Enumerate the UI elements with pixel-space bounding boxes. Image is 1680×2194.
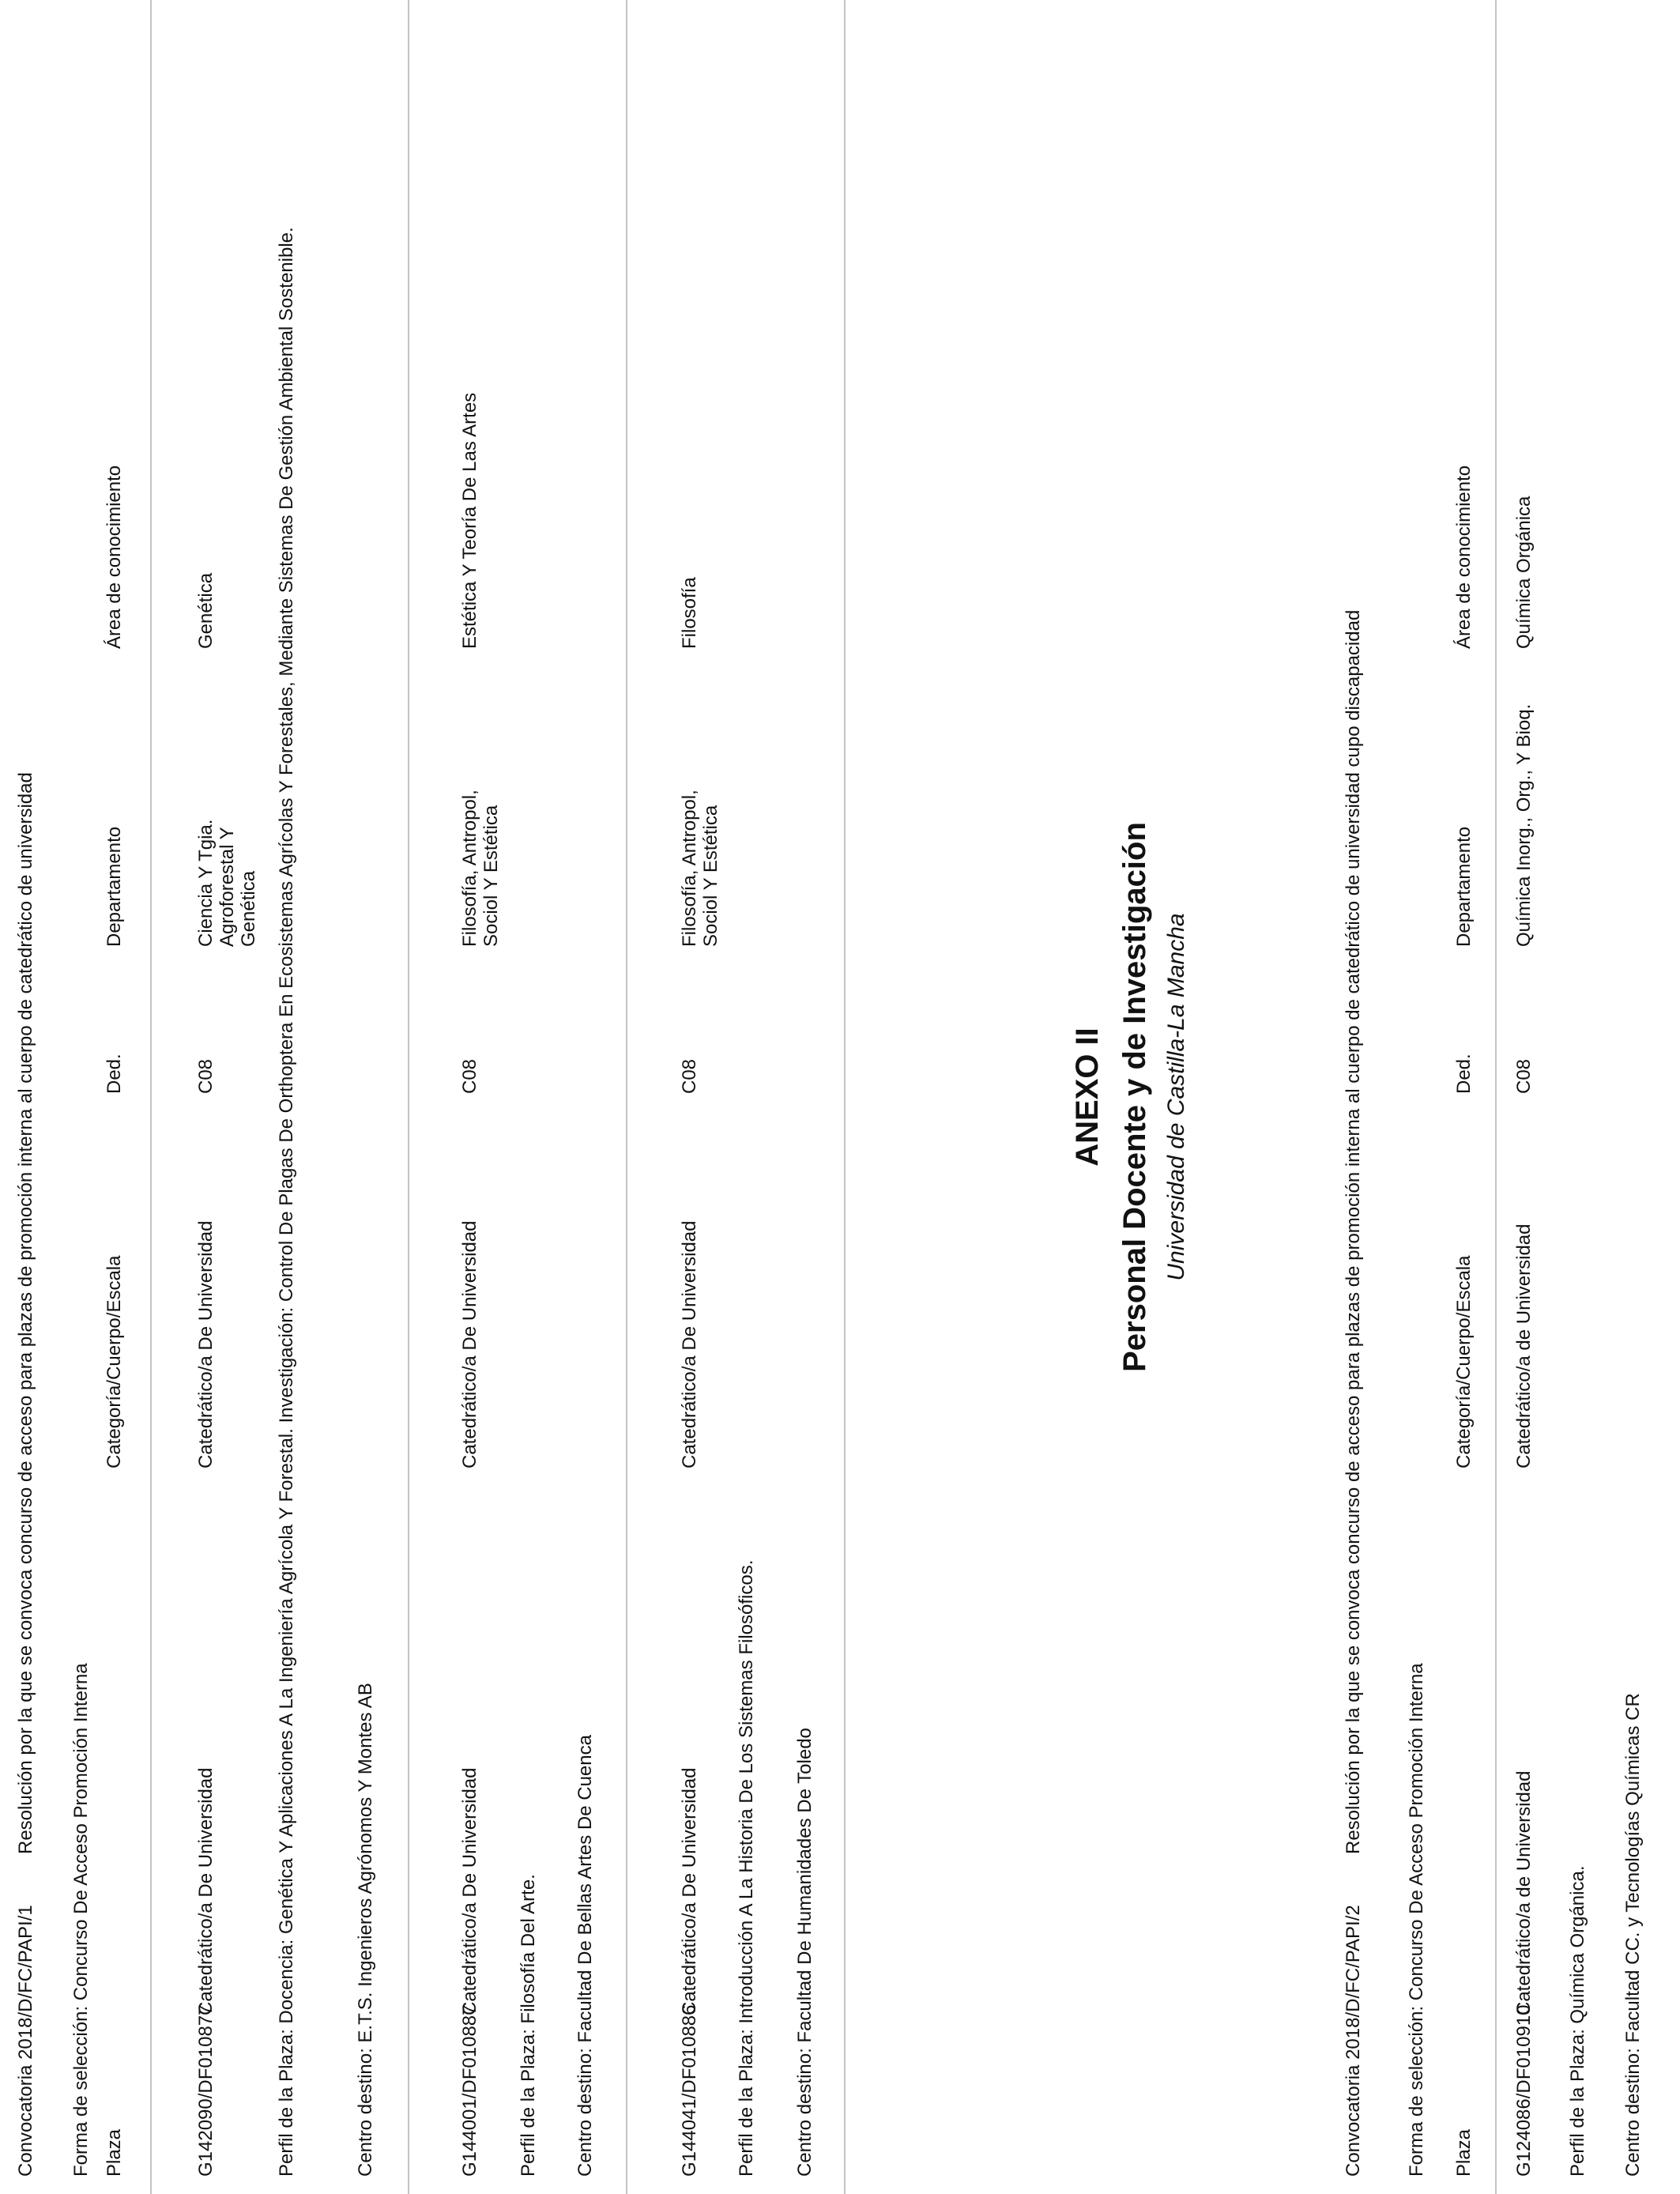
perfil-plaza: Perfil de la Plaza: Introducción A La Historia De Los Sistemas Filosóficos. xyxy=(736,1559,757,2177)
col-header-departamento: Departamento xyxy=(1453,826,1475,947)
plaza-code: G144041/DF010886 xyxy=(679,2004,700,2177)
divider xyxy=(408,0,409,2194)
divider xyxy=(150,0,152,2194)
centro-destino: Centro destino: Facultad De Bellas Artes De Cuenca xyxy=(574,1735,596,2177)
centro-destino: Centro destino: Facultad CC. y Tecnologías Químicas CR xyxy=(1622,1693,1644,2177)
dedicacion: C08 xyxy=(679,1058,700,1094)
perfil-plaza: Perfil de la Plaza: Docencia: Genética Y Aplicaciones A La Ingeniería Agrícola Y Forestal. Investigación: Control De Plagas De Orthoptera En Ecosistemas Agrícolas Y Forestales, Mediante Sistemas De Gestión Ambiental Sostenible. xyxy=(276,227,297,2177)
col-header-area: Área de conocimiento xyxy=(1453,465,1475,649)
dedicacion: C08 xyxy=(1513,1058,1535,1094)
convocatoria-1-code: Convocatoria 2018/D/FC/PAPI/1 xyxy=(15,1905,36,2177)
divider xyxy=(844,0,846,2194)
centro-destino: Centro destino: E.T.S. Ingenieros Agrónomos Y Montes AB xyxy=(355,1683,376,2177)
col-header-plaza: Plaza xyxy=(1453,2128,1475,2177)
area-conocimiento: Filosofía xyxy=(679,577,700,649)
plaza-code: G124086/DF010910 xyxy=(1513,2004,1535,2177)
col-header-departamento: Departamento xyxy=(104,826,125,947)
convocatoria-2-selection: Forma de selección: Concurso De Acceso Promoción Interna xyxy=(1406,1663,1427,2177)
categoria-cuerpo-escala: Catedrático/a de Universidad xyxy=(1513,1223,1535,1468)
categoria-cuerpo-escala: Catedrático/a De Universidad xyxy=(195,1220,217,1468)
categoria-left: Catedrático/a de Universidad xyxy=(1513,1770,1535,2015)
col-header-categoria: Categoría/Cuerpo/Escala xyxy=(104,1255,125,1468)
centro-destino: Centro destino: Facultad De Humanidades De Toledo xyxy=(794,1728,816,2177)
col-header-plaza: Plaza xyxy=(104,2128,125,2177)
perfil-plaza: Perfil de la Plaza: Química Orgánica. xyxy=(1567,1865,1588,2177)
dedicacion: C08 xyxy=(195,1058,217,1094)
categoria-cuerpo-escala: Catedrático/a De Universidad xyxy=(459,1220,480,1468)
area-conocimiento: Química Orgánica xyxy=(1513,496,1535,649)
col-header-categoria: Categoría/Cuerpo/Escala xyxy=(1453,1255,1475,1468)
col-header-ded: Ded. xyxy=(1453,1054,1475,1094)
divider xyxy=(1495,0,1497,2194)
convocatoria-2-title: Resolución por la que se convoca concurso de acceso para plazas de promoción interna al cuerpo de catedrático de universidad cupo discapacidad xyxy=(1343,609,1364,1854)
area-conocimiento: Genética xyxy=(195,572,217,649)
annex-subtitle: Personal Docente y de Investigación xyxy=(1117,822,1152,1372)
departamento: Filosofía, Antropol, Sociol Y Estética xyxy=(679,790,721,947)
categoria-left: Catedrático/a De Universidad xyxy=(679,1767,700,2015)
perfil-plaza: Perfil de la Plaza: Filosofía Del Arte. xyxy=(518,1874,539,2177)
plaza-code: G142090/DF010877 xyxy=(195,2004,217,2177)
categoria-left: Catedrático/a De Universidad xyxy=(459,1767,480,2015)
convocatoria-2-code: Convocatoria 2018/D/FC/PAPI/2 xyxy=(1343,1905,1364,2177)
annex-university: Universidad de Castilla-La Mancha xyxy=(1163,913,1189,1281)
categoria-cuerpo-escala: Catedrático/a De Universidad xyxy=(679,1220,700,1468)
departamento: Ciencia Y Tgia. Agroforestal Y Genética xyxy=(195,819,259,947)
col-header-area: Área de conocimiento xyxy=(104,465,125,649)
categoria-left: Catedrático/a De Universidad xyxy=(195,1767,217,2015)
area-conocimiento: Estética Y Teoría De Las Artes xyxy=(459,392,480,649)
departamento: Filosofía, Antropol, Sociol Y Estética xyxy=(459,790,502,947)
plaza-code: G144001/DF010887 xyxy=(459,2004,480,2177)
col-header-ded: Ded. xyxy=(104,1054,125,1094)
convocatoria-1-title: Resolución por la que se convoca concurso de acceso para plazas de promoción interna al cuerpo de catedrático de universidad xyxy=(15,772,36,1854)
dedicacion: C08 xyxy=(459,1058,480,1094)
departamento: Química Inorg., Org., Y Bioq. xyxy=(1513,703,1535,947)
annex-title: ANEXO II xyxy=(1070,1027,1105,1167)
convocatoria-1-selection: Forma de selección: Concurso De Acceso Promoción Interna xyxy=(70,1663,92,2177)
divider xyxy=(626,0,627,2194)
